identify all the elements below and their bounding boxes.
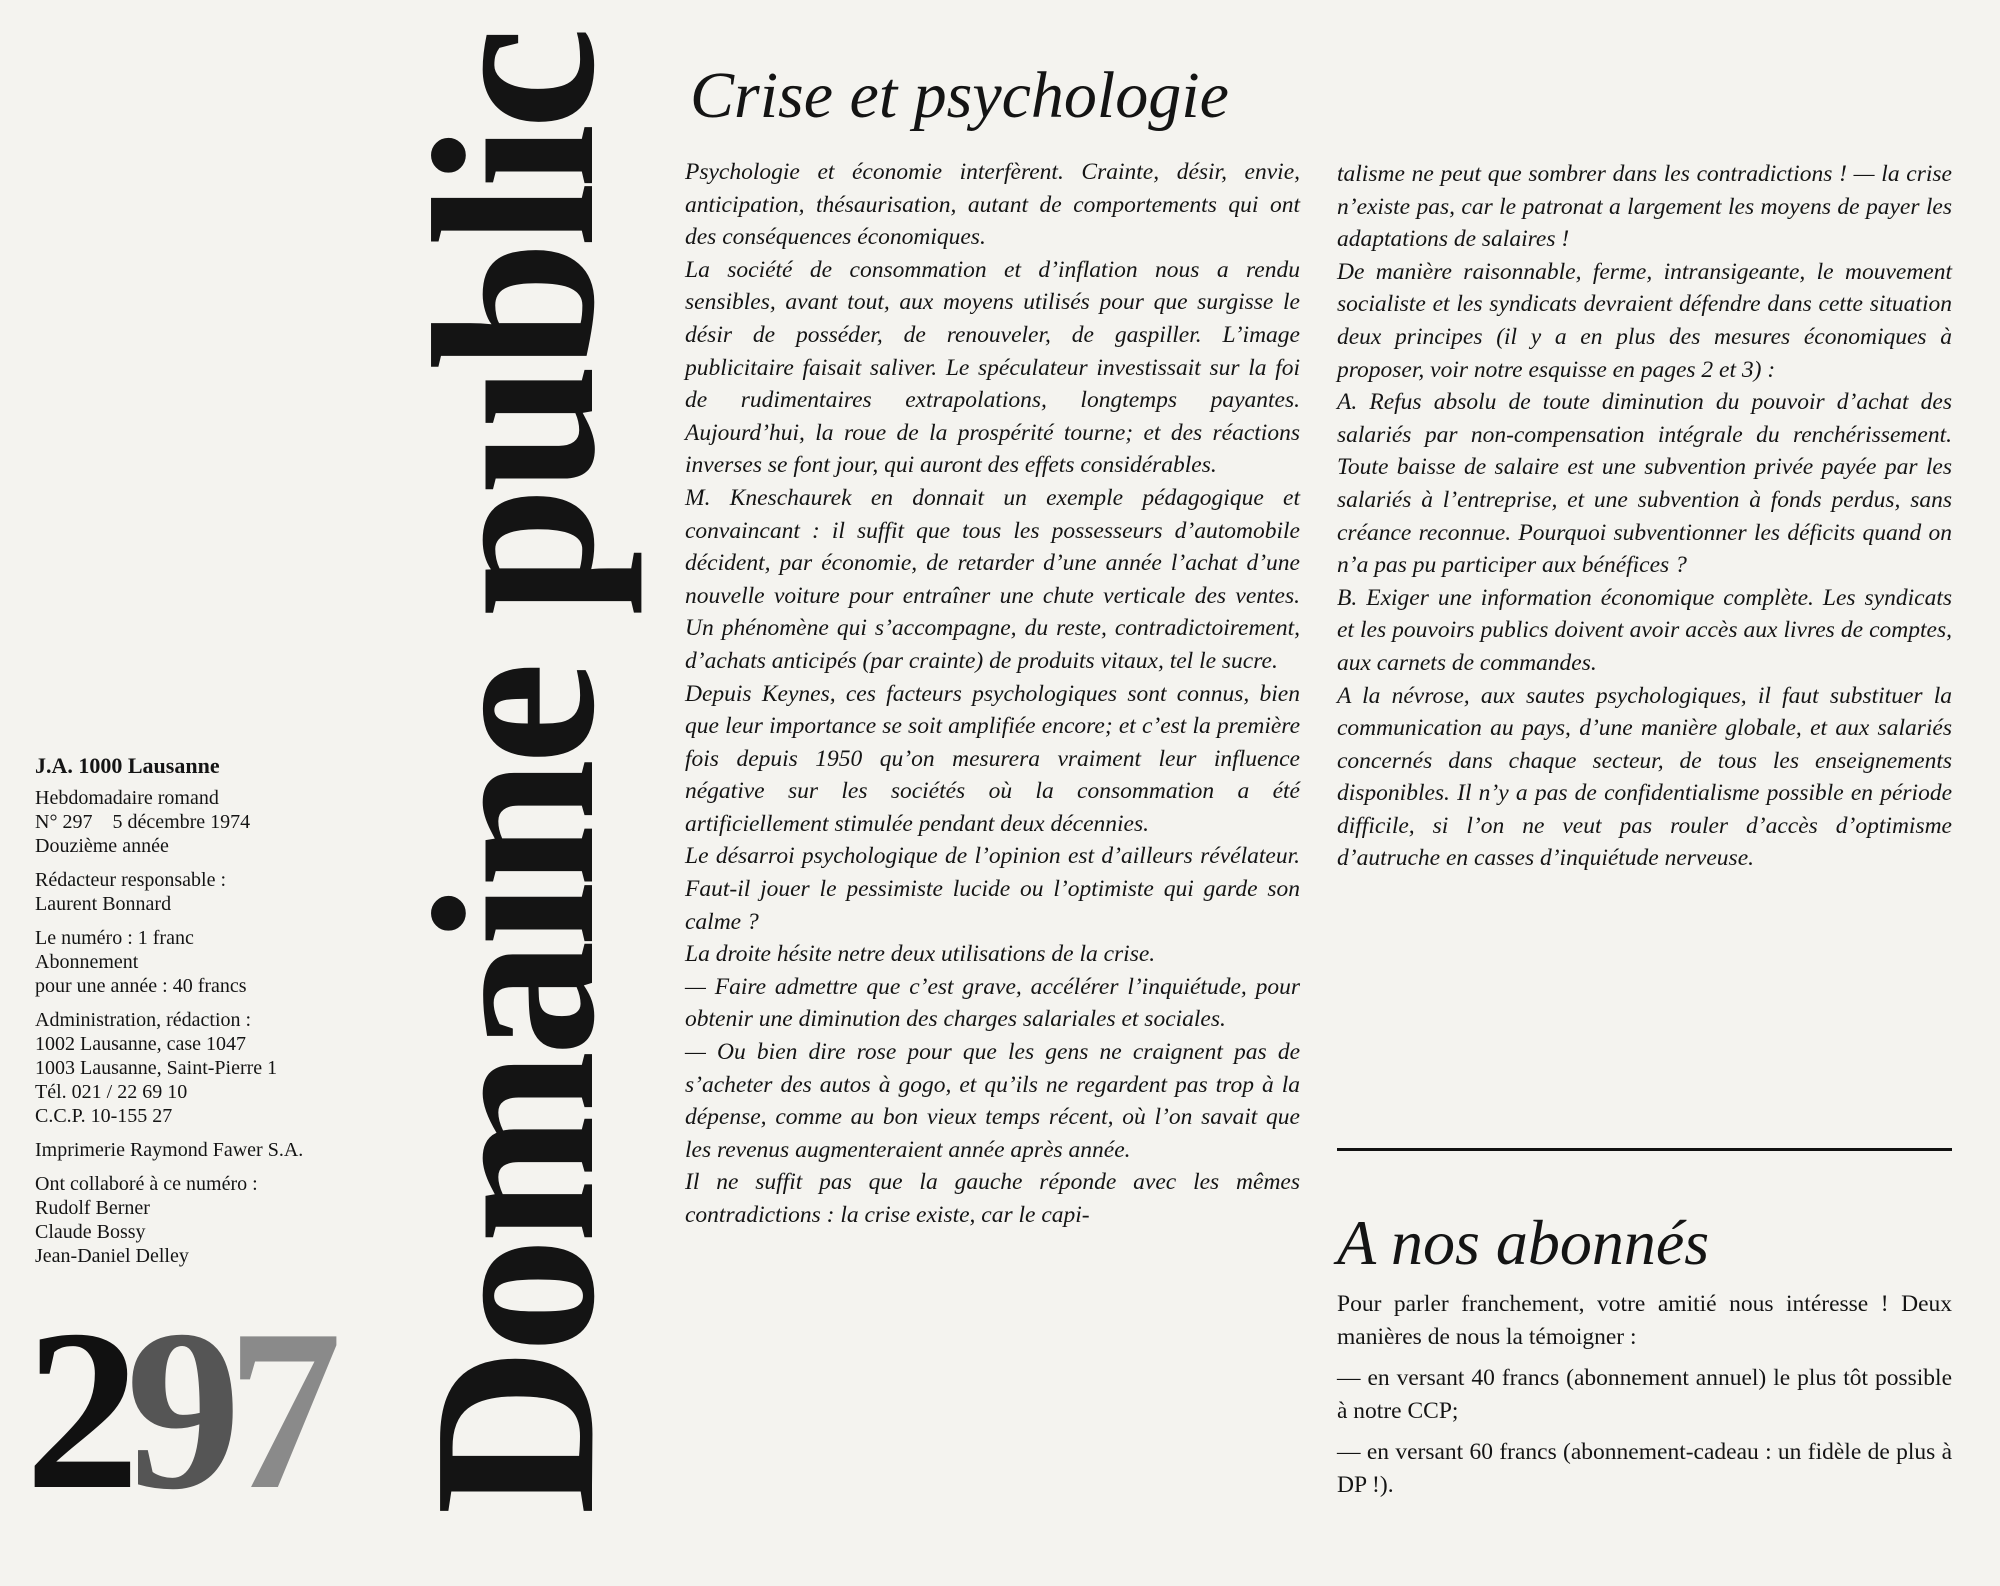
paragraph: talisme ne peut que sombrer dans les contradictions ! — la crise n’existe pas, car le patronat a largement les moyens de payer les adaptations de salaires !: [1337, 161, 1952, 253]
paragraph: B. Exiger une information économique complète. Les syndicats et les pouvoirs publics doivent avoir accès aux livres de comptes, aux carnets de commandes.: [1337, 584, 1952, 676]
contributors-group: [35, 1172, 445, 1268]
issue-digit: 9: [126, 1282, 227, 1537]
info-line: pour une année : 40 francs: [35, 975, 247, 997]
contributors-label: Ont collaboré à ce numéro :: [35, 1173, 258, 1195]
article-column-1: [685, 156, 1300, 1232]
info-line: Douzième année: [35, 835, 169, 857]
paragraph: — Ou bien dire rose pour que les gens ne craignent pas de s’acheter des autos à gogo, et qu’ils ne regardent pas trop à la dépense, comme au bon vieux temps récent, où l’on savait que les revenus augmenteraient année après année.: [685, 1039, 1300, 1163]
paragraph: Psychologie et économie interfèrent. Crainte, désir, envie, anticipation, thésaurisation, autant de comportements qui ont des conséquences économiques.: [685, 159, 1300, 251]
info-line: Administration, rédaction :: [35, 1009, 252, 1031]
editor-group: [35, 868, 445, 916]
paragraph: Pour parler franchement, votre amitié nous intéresse ! Deux manières de nous la témoigner :: [1337, 1291, 1952, 1350]
ja-line: J.A. 1000 Lausanne: [35, 753, 220, 778]
paragraph: M. Kneschaurek en donnait un exemple pédagogique et convaincant : il suffit que tous les possesseurs d’automobile décident, par économie, de retarder d’une année l’achat d’une nouvelle voiture pour entraîner une chute verticale des ventes. Un phénomène qui s’accompagne, du reste, contradictoirement, d’achats anticipés (par crainte) de produits vitaux, tel le sucre.: [685, 484, 1300, 674]
pricing-group: [35, 926, 445, 998]
contributor: Rudolf Berner: [35, 1197, 150, 1219]
publication-info: [35, 754, 445, 1278]
paragraph: — Faire admettre que c’est grave, accélérer l’inquiétude, pour obtenir une diminution des charges salariales et sociales.: [685, 973, 1300, 1033]
info-line: Hebdomadaire romand: [35, 787, 219, 809]
paragraph: Il ne suffit pas que la gauche réponde avec les mêmes contradictions : la crise existe, car le capi-: [685, 1169, 1300, 1228]
subscribers-text: [1337, 1288, 1952, 1510]
printer-group: [35, 1138, 445, 1162]
article-title: Crise et psychologie: [690, 59, 1229, 132]
issue-digit: 2: [25, 1282, 126, 1537]
info-line: Laurent Bonnard: [35, 893, 172, 915]
masthead-title: Domaine public: [386, 32, 643, 1515]
info-line: 1002 Lausanne, case 1047: [35, 1033, 247, 1055]
issue-number: [25, 1282, 328, 1537]
paragraph: A. Refus absolu de toute diminution du pouvoir d’achat des salariés par non-compensation intégrale du renchérissement. Toute baisse de salaire est une subvention privée payée par les salariés à l’entreprise, et une subvention à fonds perdus, sans créance reconnue. Pourquoi subventionner les déficits quand on n’a pas pu participer aux bénéfices ?: [1337, 389, 1952, 579]
info-line: Le numéro : 1 franc: [35, 927, 194, 949]
contributor: Claude Bossy: [35, 1221, 146, 1243]
info-line: Imprimerie Raymond Fawer S.A.: [35, 1139, 304, 1161]
paragraph: La société de consommation et d’inflation nous a rendu sensibles, avant tout, aux moyens utilisés pour que surgisse le désir de posséder, de renouveler, de gaspiller. L’image publicitaire faisait saliver. Le spéculateur investissait sur la foi de rudimentaires extrapolations, longtemps payantes. Aujourd’hui, la roue de la prospérité tourne; et des réactions inverses se font jour, qui auront des effets considérables.: [685, 256, 1300, 479]
article-column-2: [1337, 158, 1952, 875]
info-line: Abonnement: [35, 951, 139, 973]
paragraph: — en versant 60 francs (abonnement-cadeau : un fidèle de plus à DP !).: [1337, 1439, 1952, 1498]
info-line: Rédacteur responsable :: [35, 869, 227, 891]
paragraph: La droite hésite netre deux utilisations de la crise.: [685, 941, 1156, 968]
contributor: Jean-Daniel Delley: [35, 1245, 189, 1267]
paragraph: Le désarroi psychologique de l’opinion est d’ailleurs révélateur. Faut-il jouer le pessimiste lucide ou l’optimiste qui garde son calme ?: [685, 843, 1300, 935]
paragraph: — en versant 40 francs (abonnement annuel) le plus tôt possible à notre CCP;: [1337, 1365, 1952, 1424]
info-line: 1003 Lausanne, Saint-Pierre 1: [35, 1057, 278, 1079]
issue-digit: 7: [227, 1282, 328, 1537]
paragraph: A la névrose, aux sautes psychologiques, il faut substituer la communication au pays, d’une manière globale, et aux salariés concernés dans chaque secteur, de tous les enseignements disponibles. Il n’y a pas de confidentialisme possible en période difficile, si l’on ne veut pas rouler d’accès d’optimisme d’autruche en casses d’inquiétude nerveuse.: [1337, 682, 1952, 872]
paragraph: Depuis Keynes, ces facteurs psychologiques sont connus, bien que leur importance se soit amplifiée encore; et c’est la première fois depuis 1950 qu’on mesurera vraiment leur influence négative sur les sociétés où la consommation a été artificiellement stimulée pendant deux décennies.: [685, 680, 1300, 837]
subscribers-title: A nos abonnés: [1337, 1207, 1710, 1278]
info-line: C.C.P. 10-155 27: [35, 1105, 173, 1127]
info-line: N° 297 5 décembre 1974: [35, 811, 251, 833]
column-divider-rule: [1337, 1148, 1952, 1151]
paragraph: De manière raisonnable, ferme, intransigeante, le mouvement socialiste et les syndicats devraient défendre dans cette situation deux principes (il y a en plus des mesures économiques à proposer, voir notre esquisse en pages 2 et 3) :: [1337, 258, 1952, 383]
info-line: Tél. 021 / 22 69 10: [35, 1081, 188, 1103]
admin-group: [35, 1008, 445, 1128]
publication-group: [35, 786, 445, 858]
